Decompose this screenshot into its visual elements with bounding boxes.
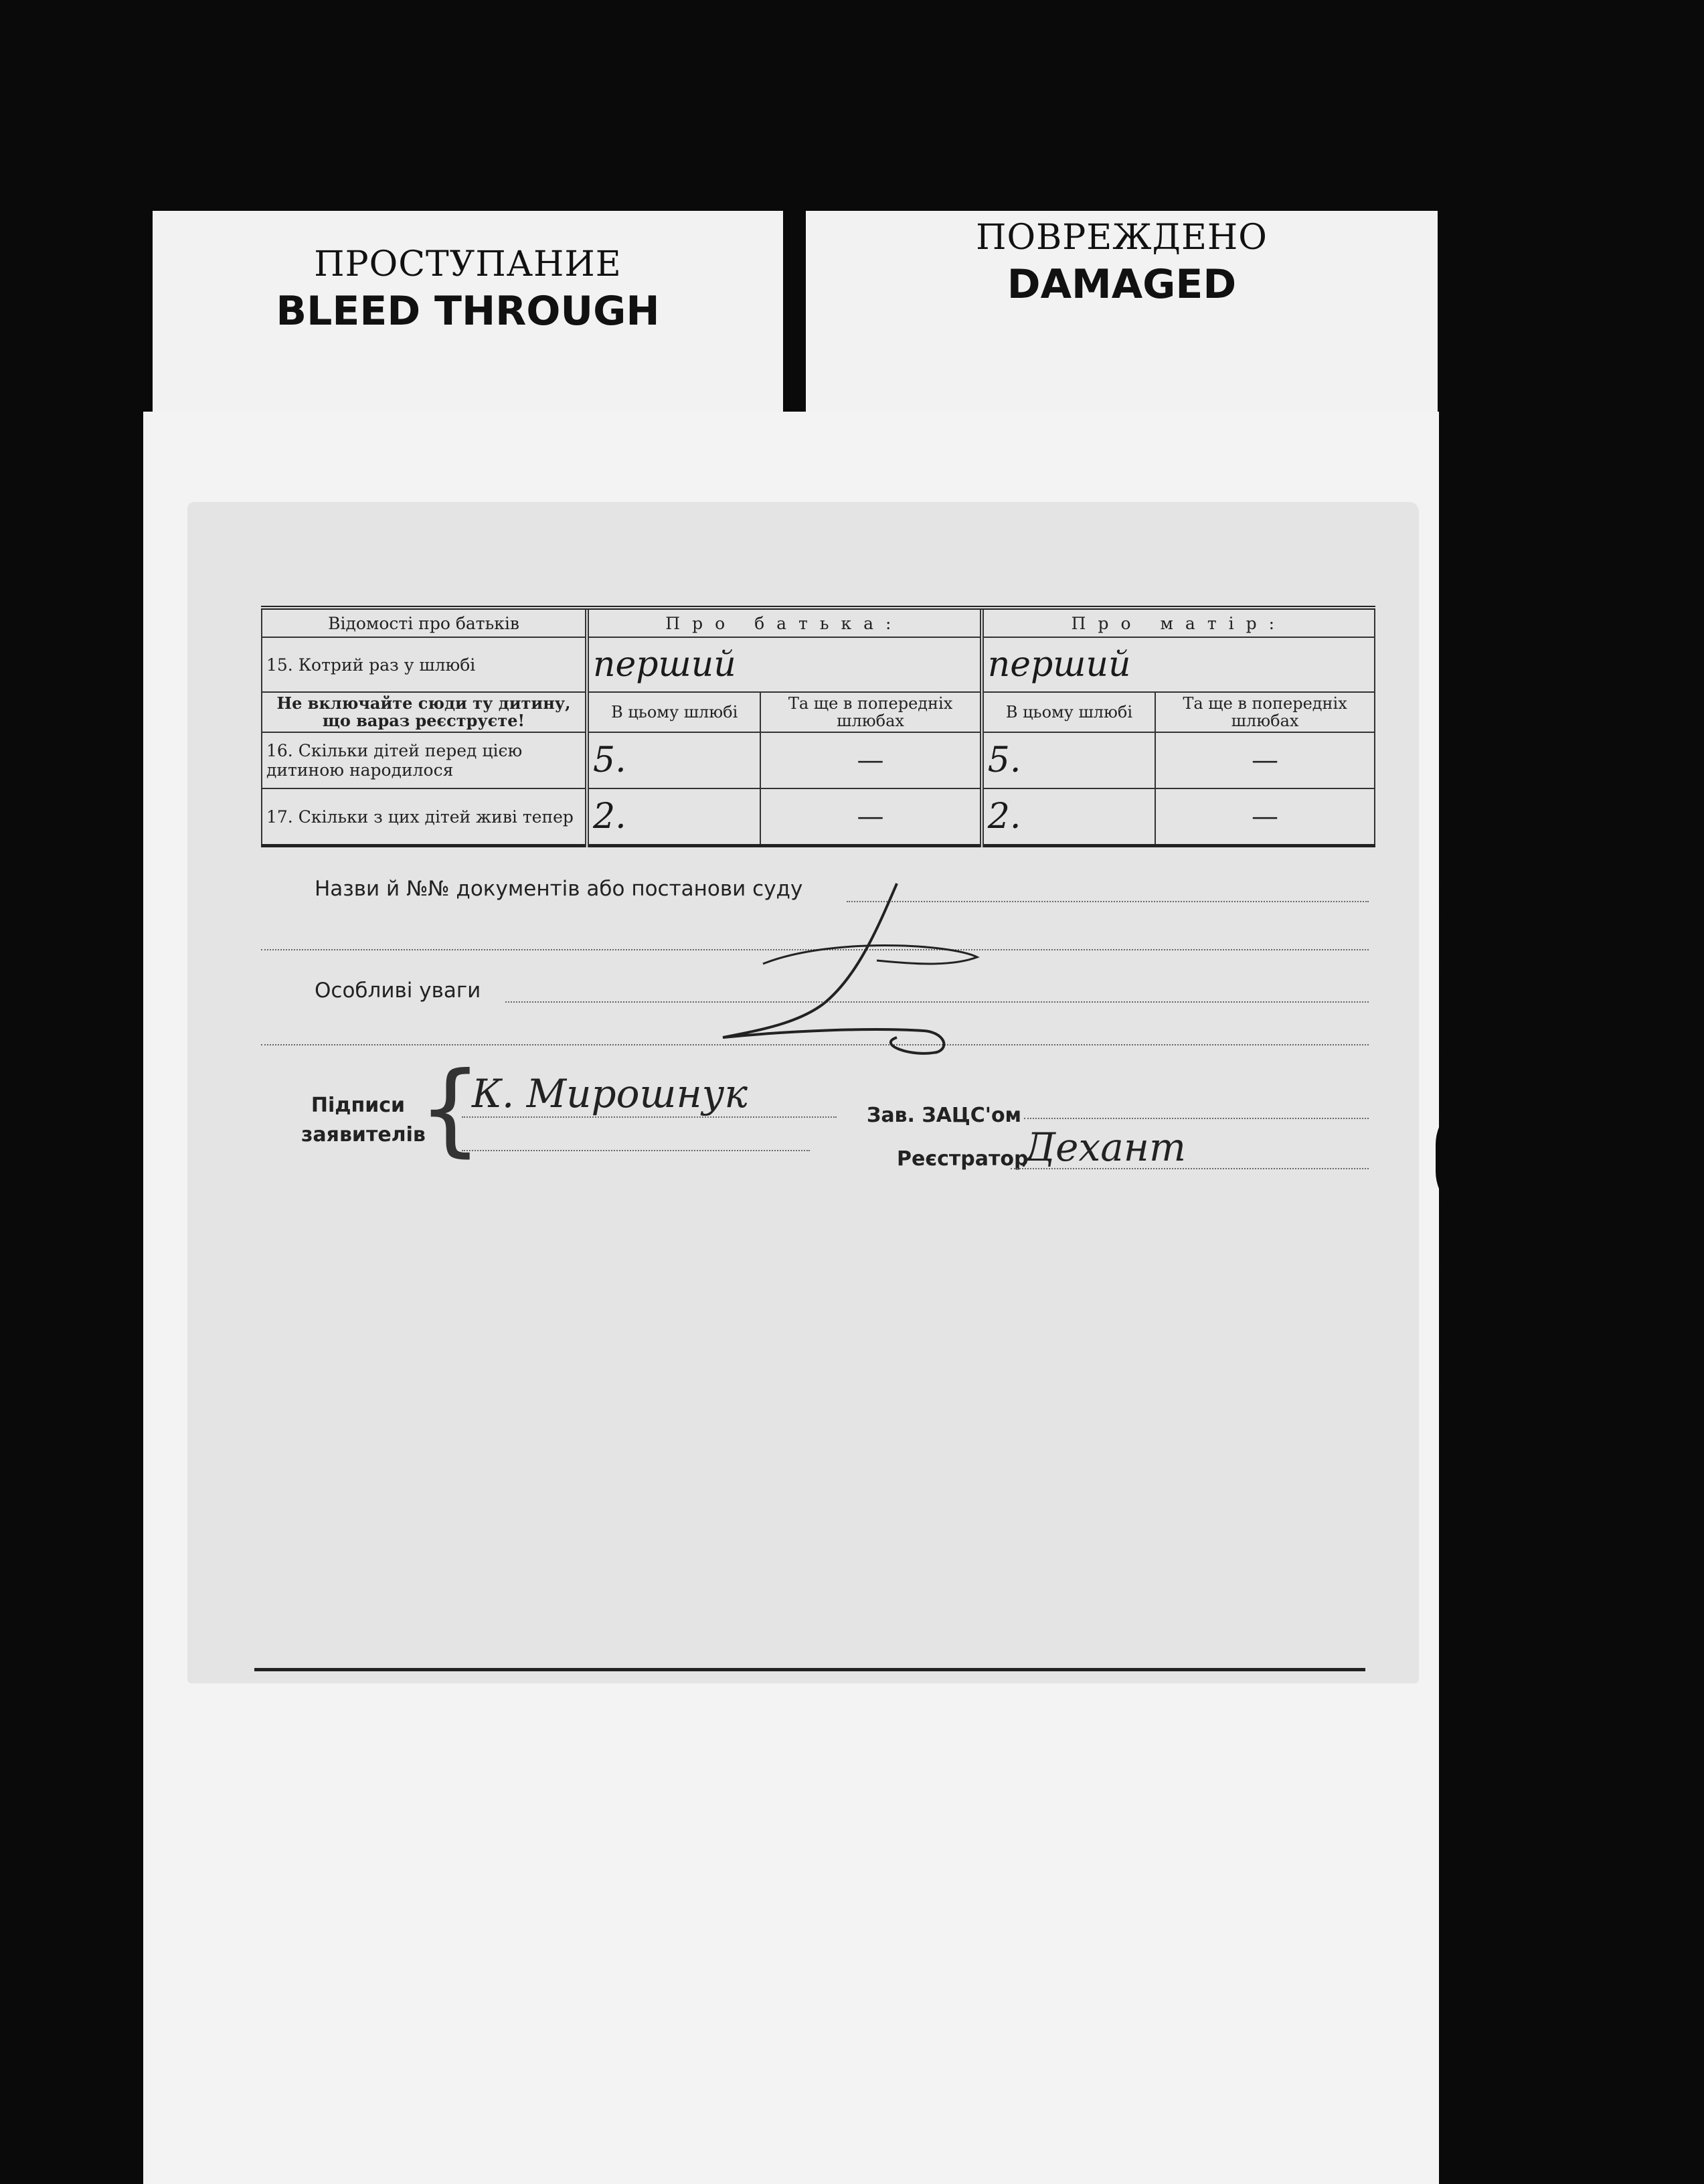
- damage-patch-6: [1472, 1626, 1539, 1687]
- applicant-signature: К. Мирошнук: [472, 1071, 748, 1116]
- table-row-q16: [262, 732, 1375, 788]
- mother-prev-line1: Та ще в попередніх: [1183, 694, 1347, 713]
- father-prev-line2: шлюбах: [837, 711, 904, 730]
- signatures-brace: {: [418, 1051, 483, 1167]
- damage-patch-1: [1439, 877, 1519, 917]
- q17-mother-prev: —: [1155, 788, 1375, 846]
- q16-father-prev: —: [760, 732, 981, 788]
- q17-father-this: 2.: [587, 788, 760, 846]
- applicant-signature-line: [462, 1116, 837, 1118]
- q16-mother-prev: —: [1155, 732, 1375, 788]
- bleed-through-label-en: BLEED THROUGH: [276, 288, 660, 335]
- q15-label: 15. Котрий раз у шлюбі: [262, 637, 587, 692]
- head-signature-line: [1024, 1118, 1369, 1119]
- signatures-label-line2: заявителів: [301, 1123, 426, 1147]
- damage-patch-2: [1446, 937, 1533, 1071]
- q16-father-this: 5.: [587, 732, 760, 788]
- father-prev-line1: Та ще в попередніх: [788, 694, 953, 713]
- applicant-signature-line-2: [462, 1150, 810, 1151]
- header-about-father: Про батька:: [587, 608, 982, 637]
- signatures-label: [301, 1091, 426, 1150]
- remarks-label: Особливі уваги: [315, 979, 481, 1003]
- bleed-through-label-ru: ПРОСТУПАНИЕ: [314, 244, 622, 284]
- damage-patch-3: [1436, 1098, 1543, 1218]
- q17-father-prev: —: [760, 788, 981, 846]
- header-info-about-parents: Відомості про батьків: [262, 608, 587, 637]
- q17-mother-this: 2.: [982, 788, 1155, 846]
- registration-form-back: [187, 502, 1419, 1683]
- damaged-label-card: [806, 211, 1438, 412]
- documents-label: Назви й №№ документів або постанови суду: [315, 877, 803, 901]
- table-subheader-row: [262, 692, 1375, 732]
- q16-label-line1: 16. Скільки дітей перед цією: [266, 741, 523, 760]
- q16-mother-this: 5.: [982, 732, 1155, 788]
- instruction-note-line2: що вараз реєструєте!: [322, 711, 525, 730]
- mother-this-marriage-header: В цьому шлюбі: [982, 692, 1155, 732]
- q15-mother-value: перший: [982, 637, 1375, 692]
- damage-patch-5: [1452, 1459, 1546, 1606]
- q15-father-value: перший: [587, 637, 982, 692]
- mother-previous-marriages-header: [1155, 692, 1375, 732]
- mother-prev-line2: шлюбах: [1231, 711, 1299, 730]
- instruction-note: [262, 692, 587, 732]
- damage-patch-4: [1439, 1258, 1553, 1419]
- q16-label-line2: дитиною народилося: [266, 760, 454, 780]
- bleed-through-label-card: [153, 211, 783, 412]
- registrar-label: Реєстратор: [897, 1147, 1029, 1171]
- bottom-rule: [254, 1668, 1365, 1671]
- damaged-label-ru: ПОВРЕЖДЕНО: [976, 218, 1268, 258]
- instruction-note-line1: Не включайте сюди ту дитину,: [276, 693, 571, 713]
- table-row-q15: [262, 637, 1375, 692]
- father-previous-marriages-header: [760, 692, 981, 732]
- q16-label: [262, 732, 587, 788]
- q17-label: 17. Скільки з цих дітей живі тепер: [262, 788, 587, 846]
- head-of-registry-label: Зав. ЗАЦС'ом: [867, 1104, 1022, 1127]
- header-about-mother: Про матір:: [982, 608, 1375, 637]
- cancellation-scribble: [696, 877, 1071, 1058]
- father-this-marriage-header: В цьому шлюбі: [587, 692, 760, 732]
- damaged-label-en: DAMAGED: [1007, 261, 1237, 308]
- registrar-signature: Дехант: [1024, 1124, 1186, 1170]
- table-row-q17: [262, 788, 1375, 846]
- parents-info-table: [261, 606, 1375, 847]
- registrar-signature-line: [1011, 1168, 1369, 1169]
- table-header-row: [262, 608, 1375, 637]
- signatures-label-line1: Підписи: [311, 1094, 406, 1117]
